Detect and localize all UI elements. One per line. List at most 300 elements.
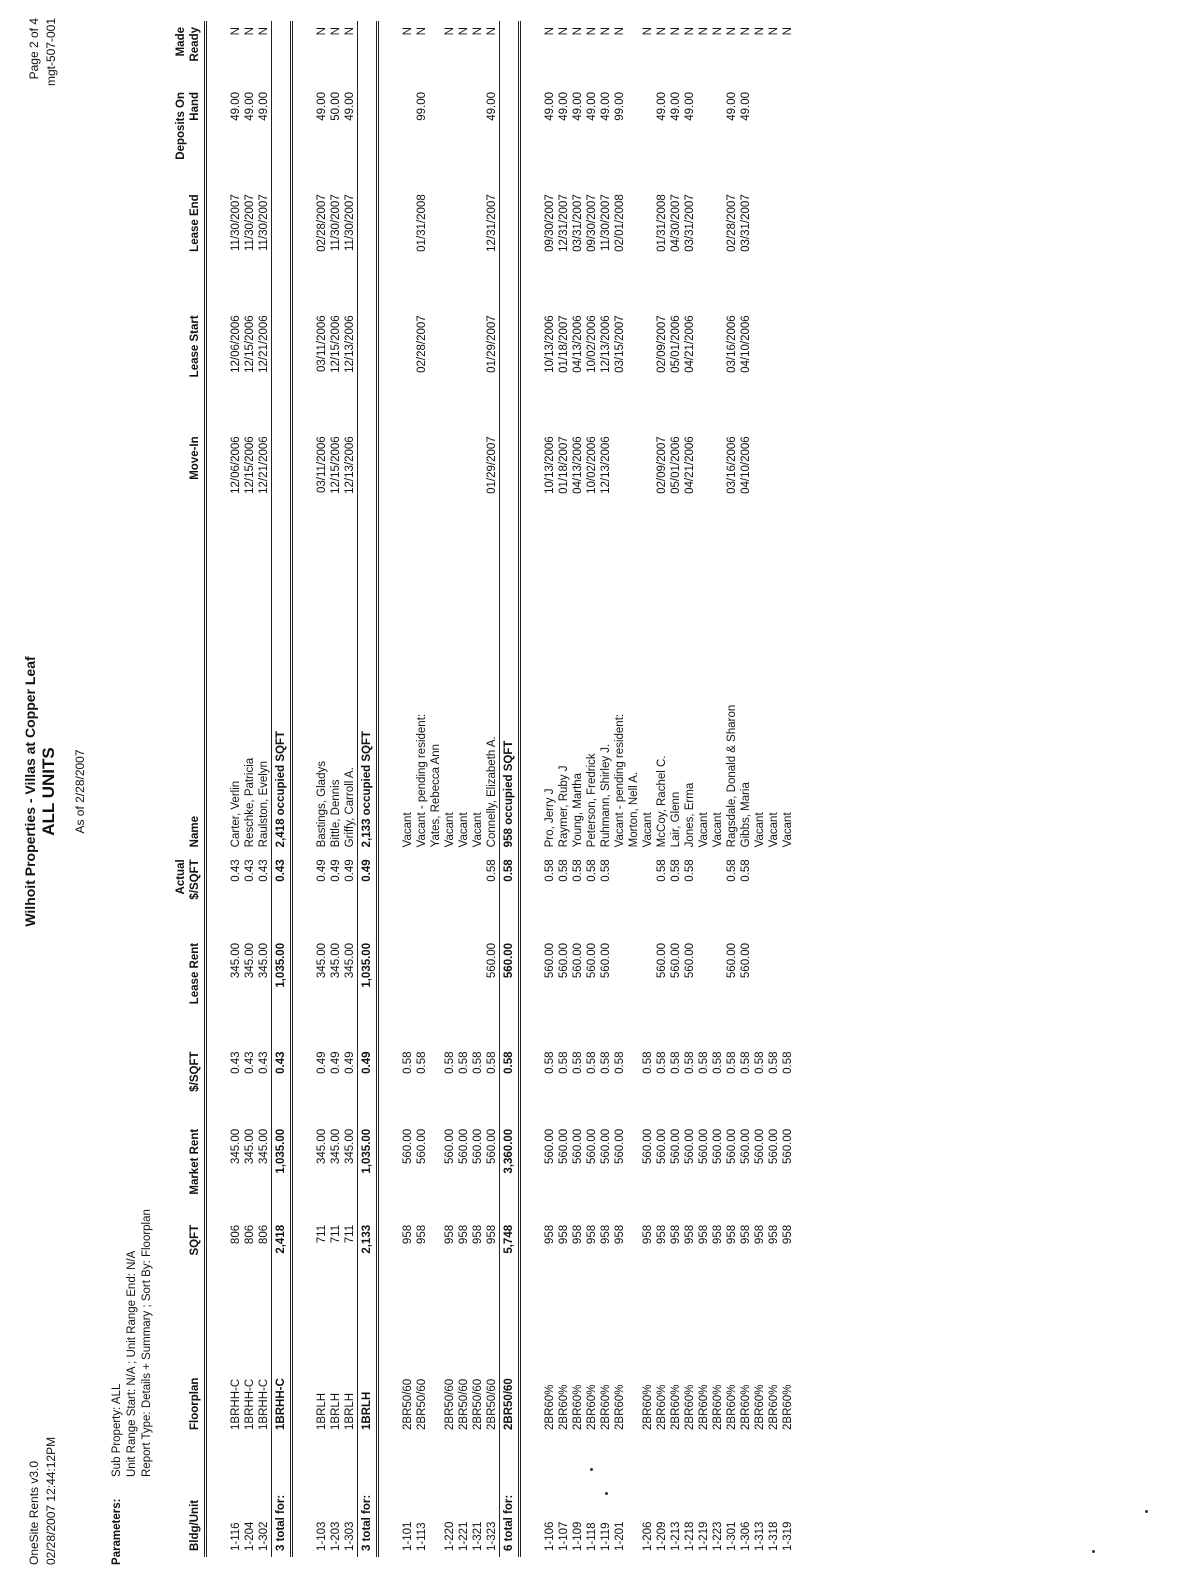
cell-floorplan [627, 1296, 641, 1436]
cell-name: Griffy, Carroll A. [344, 767, 356, 848]
cell-name: Vacant [472, 812, 484, 848]
cell-floorplan: 2BR60% [614, 1384, 626, 1430]
cell-actual-sqft: 0.43 [230, 859, 242, 882]
cell-sqft: 958 [740, 1224, 752, 1245]
cell-actual-sqft: 0.58 [572, 859, 584, 882]
cell-move-in: 12/15/2006 [330, 436, 342, 494]
cell-sqft-rate: 0.58 [544, 1051, 556, 1074]
report-title: ALL UNITS [39, 747, 58, 836]
cell-sqft: 958 [726, 1224, 738, 1245]
cell-lease-end: 11/30/2007 [258, 194, 270, 251]
cell-made-ready: N [558, 27, 570, 36]
cell-sqft: 958 [558, 1224, 570, 1245]
cell-deposits [767, 86, 781, 188]
cell-floorplan: 2BR60% [670, 1384, 682, 1430]
cell-floorplan: 2BR50/60 [444, 1378, 456, 1430]
cell-lease-rent [711, 937, 725, 1046]
group-spacer [292, 21, 316, 1557]
cell-made-ready: N [572, 27, 584, 36]
total-sqft-rate: 0.49 [358, 1045, 378, 1122]
col-header-actual-sqft: Actual $/SQFT [175, 859, 201, 900]
cell-name: Peterson, Fredrick [586, 753, 598, 848]
cell-unit: 1-116 [230, 1522, 242, 1551]
cell-sqft-rate: 0.58 [586, 1051, 598, 1074]
cell-sqft-rate: 0.49 [330, 1051, 342, 1074]
cell-floorplan: 2BR50/60 [472, 1378, 484, 1430]
total-lease-rent: 560.00 [500, 937, 520, 1046]
cell-lease-end: 09/30/2007 [586, 194, 598, 252]
cell-lease-rent [753, 937, 767, 1046]
cell-unit: 1-118 [586, 1522, 598, 1551]
cell-lease-start [457, 309, 471, 430]
cell-name: Vacant [698, 812, 710, 848]
cell-sqft-rate [627, 1045, 641, 1122]
total-market-rent: 1,035.00 [358, 1123, 378, 1219]
total-empty-cell [358, 21, 378, 86]
cell-made-ready: N [486, 27, 498, 36]
cell-market-rent: 560.00 [614, 1128, 626, 1164]
cell-market-rent: 560.00 [684, 1128, 696, 1164]
cell-lease-start: 02/28/2007 [416, 315, 428, 373]
cell-market-rent: 560.00 [558, 1128, 570, 1164]
cell-name: Vacant [402, 812, 414, 848]
total-empty-cell [500, 86, 520, 188]
cell-lease-end [641, 188, 655, 309]
cell-sqft: 958 [670, 1224, 682, 1245]
cell-made-ready: N [230, 27, 242, 36]
cell-lease-end: 02/28/2007 [316, 194, 328, 252]
cell-floorplan: 2BR60% [544, 1384, 556, 1430]
cell-lease-rent [613, 937, 627, 1046]
total-empty-cell [272, 21, 292, 86]
cell-lease-rent [781, 937, 795, 1046]
cell-market-rent: 560.00 [754, 1128, 766, 1164]
total-name: 2,133 occupied SQFT [358, 564, 378, 853]
cell-market-rent: 560.00 [642, 1128, 654, 1164]
cell-actual-sqft: 0.58 [684, 859, 696, 882]
cell-deposits [443, 86, 457, 188]
cell-lease-start: 01/29/2007 [486, 315, 498, 373]
cell-lease-end: 02/01/2008 [614, 194, 626, 252]
cell-deposits: 49.00 [258, 91, 270, 121]
cell-move-in: 12/13/2006 [600, 436, 612, 494]
cell-made-ready: N [684, 27, 696, 36]
cell-lease-end: 02/28/2007 [726, 194, 738, 252]
cell-lease-end [781, 188, 795, 309]
cell-sqft-rate: 0.58 [472, 1051, 484, 1074]
cell-name: Young, Martha [572, 772, 584, 848]
cell-sqft-rate: 0.58 [486, 1051, 498, 1074]
cell-floorplan: 2BR60% [684, 1384, 696, 1430]
table-row [471, 21, 485, 1557]
cell-actual-sqft: 0.58 [726, 859, 738, 882]
cell-move-in [401, 430, 415, 564]
cell-lease-rent: 345.00 [330, 942, 342, 979]
cell-lease-end: 01/31/2008 [416, 194, 428, 252]
cell-lease-start: 03/11/2006 [316, 315, 328, 373]
table-row [229, 21, 243, 1557]
cell-floorplan: 2BR60% [572, 1384, 584, 1430]
cell-lease-start: 12/13/2006 [600, 315, 612, 373]
table-row [669, 21, 683, 1557]
cell-deposits [627, 86, 641, 188]
cell-lease-end [753, 188, 767, 309]
cell-unit: 1-223 [712, 1521, 724, 1551]
cell-sqft: 958 [458, 1224, 470, 1245]
total-name: 2,418 occupied SQFT [272, 564, 292, 853]
cell-actual-sqft: 0.58 [486, 859, 498, 882]
table-row [767, 21, 781, 1557]
cell-made-ready: N [472, 27, 484, 36]
cell-lease-start [753, 309, 767, 430]
cell-sqft-rate: 0.58 [726, 1051, 738, 1074]
table-row [571, 21, 585, 1557]
col-header-deposits: Deposits On Hand [175, 91, 201, 160]
cell-made-ready: N [244, 27, 256, 36]
cell-name: Carter, Verlin [230, 780, 242, 848]
cell-unit: 1-113 [416, 1522, 428, 1551]
cell-unit: 1-119 [600, 1522, 612, 1551]
cell-sqft [627, 1219, 641, 1296]
cell-move-in [471, 430, 485, 564]
cell-lease-start [429, 309, 443, 430]
cell-sqft-rate: 0.58 [402, 1051, 414, 1074]
cell-made-ready: N [444, 27, 456, 36]
cell-sqft-rate: 0.58 [642, 1051, 654, 1074]
total-empty-cell [358, 309, 378, 430]
total-floorplan: 2BR50/60 [500, 1296, 520, 1436]
cell-actual-sqft [641, 853, 655, 937]
cell-actual-sqft: 0.58 [656, 859, 668, 882]
cell-sqft: 958 [684, 1224, 696, 1245]
total-floorplan: 1BRHH-C [272, 1296, 292, 1436]
cell-made-ready: N [656, 27, 668, 36]
cell-made-ready: N [416, 27, 428, 36]
cell-unit: 1-306 [740, 1521, 752, 1551]
table-body [206, 21, 796, 1557]
scan-speck [605, 1492, 608, 1495]
cell-deposits: 49.00 [670, 91, 682, 121]
cell-name: Pro, Jerry J [544, 788, 556, 848]
cell-actual-sqft [697, 853, 711, 937]
cell-sqft-rate: 0.58 [768, 1051, 780, 1074]
cell-move-in: 01/29/2007 [486, 436, 498, 494]
cell-actual-sqft [415, 853, 429, 937]
cell-lease-end: 11/30/2007 [230, 194, 242, 251]
cell-unit: 1-206 [642, 1521, 654, 1551]
cell-name: Morton, Nell A. [628, 771, 640, 848]
cell-sqft: 958 [572, 1224, 584, 1245]
cell-lease-end: 01/31/2008 [656, 194, 668, 252]
group-total-row [500, 21, 520, 1557]
cell-sqft: 806 [230, 1224, 242, 1245]
cell-lease-rent [641, 937, 655, 1046]
cell-lease-end: 03/31/2007 [684, 194, 696, 252]
report-header-center [22, 0, 87, 1583]
total-label: 3 total for: [272, 1436, 292, 1557]
cell-deposits: 49.00 [586, 91, 598, 121]
cell-sqft-rate: 0.58 [684, 1051, 696, 1074]
cell-floorplan: 2BR50/60 [416, 1378, 428, 1430]
cell-unit: 1-318 [768, 1521, 780, 1551]
cell-floorplan: 1BRHH-C [258, 1378, 270, 1430]
total-sqft-rate: 0.43 [272, 1045, 292, 1122]
cell-lease-rent: 560.00 [726, 942, 738, 979]
print-timestamp: 02/28/2007 12:44:12PM [44, 1436, 58, 1565]
cell-lease-start [627, 309, 641, 430]
total-empty-cell [272, 430, 292, 564]
cell-lease-rent: 345.00 [344, 942, 356, 979]
cell-unit: 1-218 [684, 1521, 696, 1551]
col-header-lease-end: Lease End [189, 194, 201, 252]
cell-deposits: 49.00 [726, 91, 738, 121]
cell-made-ready: N [316, 27, 328, 36]
cell-lease-start [781, 309, 795, 430]
cell-lease-end: 12/31/2007 [486, 194, 498, 252]
cell-deposits: 49.00 [600, 91, 612, 121]
cell-floorplan [429, 1296, 443, 1436]
cell-move-in [627, 430, 641, 564]
cell-deposits: 49.00 [486, 91, 498, 121]
table-row [627, 21, 641, 1557]
total-label: 6 total for: [500, 1436, 520, 1557]
cell-floorplan: 2BR50/60 [486, 1378, 498, 1430]
cell-lease-end [767, 188, 781, 309]
cell-unit: 1-101 [402, 1521, 414, 1551]
group-spacer [520, 21, 544, 1557]
col-header-sqft-rate: $/SQFT [189, 1051, 201, 1092]
cell-deposits: 49.00 [544, 91, 556, 121]
cell-name: Vacant - pending resident: [614, 713, 626, 848]
cell-floorplan: 1BRLH [344, 1392, 356, 1430]
cell-floorplan: 2BR60% [642, 1384, 654, 1430]
cell-sqft: 958 [614, 1224, 626, 1245]
cell-sqft-rate: 0.58 [458, 1051, 470, 1074]
cell-market-rent: 560.00 [572, 1128, 584, 1164]
cell-lease-rent: 345.00 [230, 942, 242, 979]
company-name: Wilhoit Properties - Villas at Copper Leaf [22, 656, 38, 927]
cell-move-in [641, 430, 655, 564]
cell-unit: 1-209 [656, 1521, 668, 1551]
cell-name: Vacant [642, 812, 654, 848]
total-actual-sqft: 0.43 [272, 853, 292, 937]
cell-lease-rent: 560.00 [684, 942, 696, 979]
cell-move-in: 03/16/2006 [726, 436, 738, 494]
cell-lease-end: 09/30/2007 [544, 194, 556, 252]
table-row [655, 21, 669, 1557]
cell-lease-start [697, 309, 711, 430]
cell-lease-rent [471, 937, 485, 1046]
cell-actual-sqft: 0.58 [558, 859, 570, 882]
cell-floorplan: 2BR60% [782, 1384, 794, 1430]
table-row [243, 21, 257, 1557]
cell-lease-end: 03/31/2007 [740, 194, 752, 252]
cell-market-rent: 345.00 [344, 1128, 356, 1164]
cell-market-rent: 560.00 [444, 1128, 456, 1164]
cell-sqft-rate: 0.58 [754, 1051, 766, 1074]
cell-lease-rent: 560.00 [586, 942, 598, 979]
cell-sqft-rate: 0.58 [614, 1051, 626, 1074]
cell-deposits: 49.00 [656, 91, 668, 121]
cell-sqft-rate: 0.49 [316, 1051, 328, 1074]
cell-lease-end [711, 188, 725, 309]
cell-sqft-rate: 0.58 [558, 1051, 570, 1074]
cell-deposits: 49.00 [244, 91, 256, 121]
cell-floorplan: 2BR60% [656, 1384, 668, 1430]
cell-lease-start [767, 309, 781, 430]
cell-sqft: 711 [344, 1224, 356, 1244]
cell-market-rent [429, 1123, 443, 1219]
table-row [401, 21, 415, 1557]
cell-sqft: 958 [444, 1224, 456, 1245]
cell-made-ready: N [740, 27, 752, 36]
cell-sqft-rate: 0.58 [712, 1051, 724, 1074]
scan-speck [590, 1468, 593, 1471]
table-row [781, 21, 795, 1557]
cell-market-rent: 345.00 [316, 1128, 328, 1164]
cell-lease-rent [415, 937, 429, 1046]
cell-unit [429, 1436, 443, 1557]
cell-unit: 1-213 [670, 1521, 682, 1551]
col-header-market-rent: Market Rent [189, 1128, 201, 1195]
table-row [753, 21, 767, 1557]
cell-move-in: 10/13/2006 [544, 436, 556, 494]
group-spacer [206, 21, 230, 1557]
cell-market-rent: 560.00 [670, 1128, 682, 1164]
cell-lease-rent [767, 937, 781, 1046]
total-market-rent: 1,035.00 [272, 1123, 292, 1219]
page-number: Page 2 of 4 [27, 18, 41, 80]
cell-sqft: 958 [698, 1224, 710, 1245]
cell-lease-end: 04/30/2007 [670, 194, 682, 252]
cell-name: Ragsdale, Donald & Sharon [726, 704, 738, 848]
cell-name: Connelly, Elizabeth A. [486, 736, 498, 848]
cell-unit: 1-106 [544, 1521, 556, 1551]
table-row [415, 21, 429, 1557]
cell-sqft-rate: 0.58 [782, 1051, 794, 1074]
cell-move-in: 12/13/2006 [344, 436, 356, 494]
cell-move-in: 04/10/2006 [740, 436, 752, 494]
cell-sqft: 958 [712, 1224, 724, 1245]
cell-lease-rent: 345.00 [316, 942, 328, 979]
cell-floorplan: 2BR60% [600, 1384, 612, 1430]
cell-name: Raymer, Ruby J [558, 765, 570, 848]
table-row [599, 21, 613, 1557]
table-row [585, 21, 599, 1557]
table-row [457, 21, 471, 1557]
col-header-move-in: Move-In [189, 436, 201, 480]
table-row [329, 21, 343, 1557]
cell-name: Bittle, Dennis [330, 779, 342, 848]
cell-market-rent: 560.00 [768, 1128, 780, 1164]
cell-made-ready: N [712, 27, 724, 36]
cell-lease-start [443, 309, 457, 430]
table-row [257, 21, 272, 1557]
document-id: mgt-507-001 [44, 18, 58, 87]
cell-lease-start: 12/13/2006 [344, 315, 356, 373]
table-row [443, 21, 457, 1557]
cell-sqft: 958 [586, 1224, 598, 1245]
table-row [711, 21, 725, 1557]
cell-unit: 1-302 [258, 1521, 270, 1551]
total-lease-rent: 1,035.00 [358, 937, 378, 1046]
cell-move-in: 05/01/2006 [670, 436, 682, 494]
cell-made-ready: N [670, 27, 682, 36]
cell-lease-end [457, 188, 471, 309]
table-row [315, 21, 329, 1557]
cell-move-in [443, 430, 457, 564]
cell-lease-end [401, 188, 415, 309]
cell-floorplan: 2BR60% [726, 1384, 738, 1430]
cell-unit: 1-221 [458, 1521, 470, 1551]
cell-deposits: 49.00 [230, 91, 242, 121]
cell-move-in [767, 430, 781, 564]
cell-unit: 1-319 [782, 1521, 794, 1551]
cell-actual-sqft [443, 853, 457, 937]
cell-made-ready: N [402, 27, 414, 36]
total-empty-cell [500, 309, 520, 430]
total-empty-cell [358, 430, 378, 564]
col-header-lease-rent: Lease Rent [189, 942, 201, 1005]
cell-lease-start [401, 309, 415, 430]
cell-actual-sqft: 0.43 [244, 859, 256, 882]
cell-made-ready: N [614, 27, 626, 36]
col-header-sqft: SQFT [189, 1224, 201, 1256]
report-header-right [26, 18, 60, 86]
cell-deposits [401, 86, 415, 188]
cell-made-ready: N [642, 27, 654, 36]
cell-lease-start: 12/06/2006 [230, 315, 242, 373]
units-table [172, 21, 795, 1557]
cell-unit: 1-303 [344, 1521, 356, 1551]
cell-lease-start: 12/21/2006 [258, 315, 270, 373]
cell-market-rent: 560.00 [600, 1128, 612, 1164]
cell-made-ready: N [458, 27, 470, 36]
cell-made-ready [429, 21, 443, 86]
cell-lease-rent [429, 937, 443, 1046]
cell-lease-start: 10/13/2006 [544, 315, 556, 373]
software-version: OneSite Rents v3.0 [27, 1460, 41, 1565]
col-header-floorplan: Floorplan [189, 1377, 201, 1430]
cell-lease-rent: 560.00 [544, 942, 556, 979]
cell-floorplan: 1BRHH-C [230, 1378, 242, 1430]
table-row [725, 21, 739, 1557]
cell-sqft: 958 [486, 1224, 498, 1245]
group-total-row [358, 21, 378, 1557]
cell-lease-start: 02/09/2007 [656, 315, 668, 373]
cell-name: Vacant [458, 812, 470, 848]
cell-lease-start: 05/01/2006 [670, 315, 682, 373]
col-header-made-ready: Made Ready [175, 27, 201, 62]
cell-deposits [781, 86, 795, 188]
cell-unit: 1-301 [726, 1521, 738, 1551]
cell-lease-end [443, 188, 457, 309]
cell-made-ready: N [258, 27, 270, 36]
parameters-label: Parameters: [111, 1498, 123, 1565]
cell-lease-rent: 560.00 [572, 942, 584, 979]
parameter-report-type: Report Type: Details + Summary ; Sort By: Floorplan [141, 1209, 153, 1477]
cell-actual-sqft [753, 853, 767, 937]
cell-lease-end: 12/31/2007 [558, 194, 570, 252]
cell-floorplan: 2BR60% [768, 1384, 780, 1430]
cell-name: Vacant [754, 812, 766, 848]
cell-unit: 1-103 [316, 1521, 328, 1551]
cell-sqft-rate [429, 1045, 443, 1122]
cell-name: Vacant [444, 812, 456, 848]
cell-market-rent: 560.00 [402, 1128, 414, 1164]
cell-unit: 1-313 [754, 1521, 766, 1551]
cell-lease-start: 03/16/2006 [726, 315, 738, 373]
